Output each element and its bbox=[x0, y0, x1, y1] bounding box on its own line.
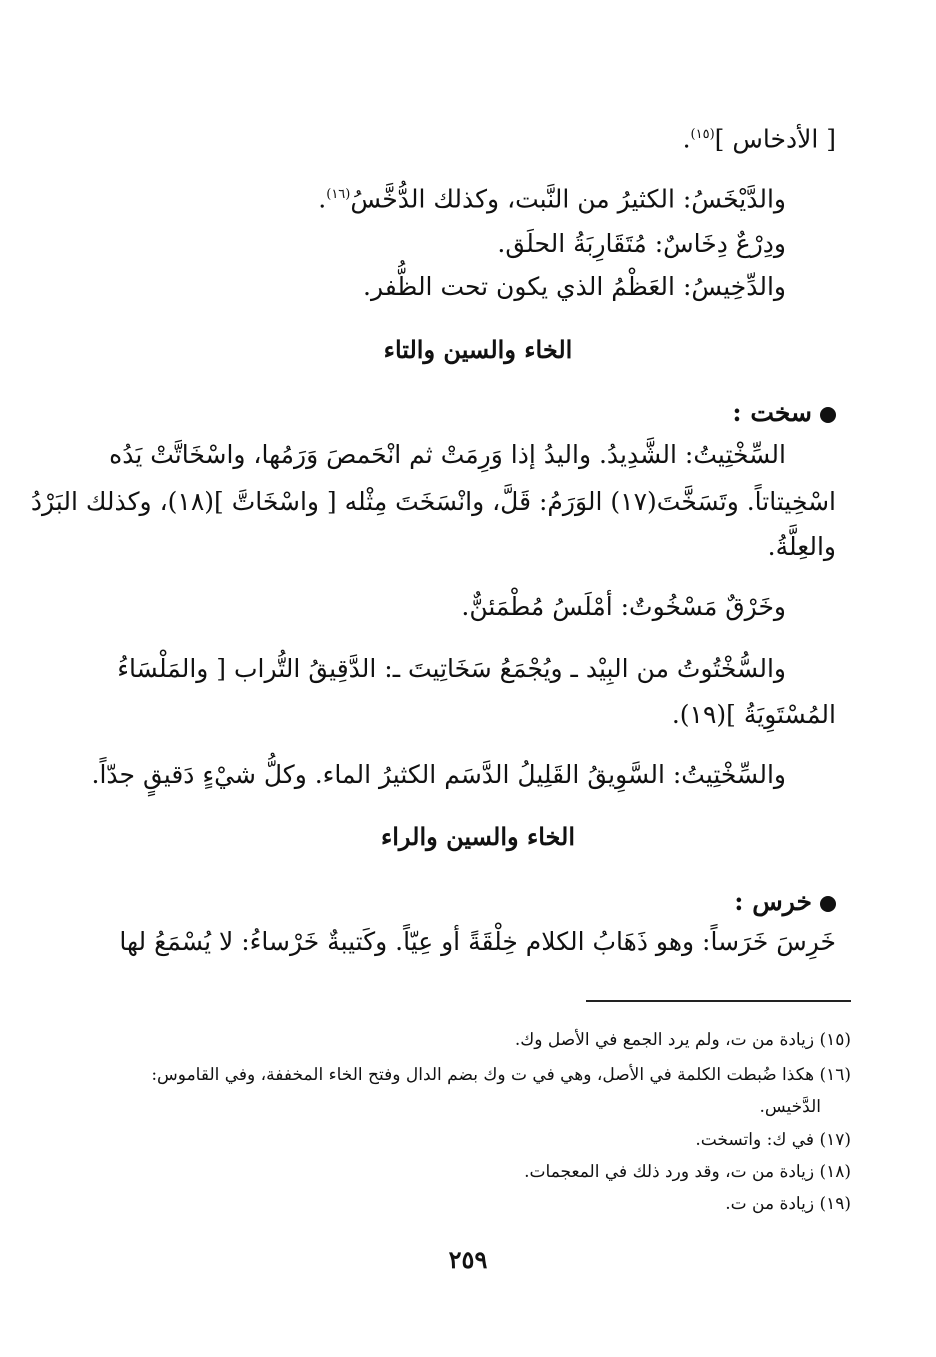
text-line bbox=[120, 227, 786, 261]
footnote-ref: (١٥) bbox=[690, 127, 715, 142]
section-heading: الخاء والسين والراء bbox=[380, 822, 576, 851]
bracket-note-text: [ الأدخاس ] bbox=[714, 124, 836, 154]
footnote-continuation: الدَّخيس. bbox=[759, 1097, 821, 1117]
text-line: المُسْتَوِيَةُ ](١٩). bbox=[671, 700, 836, 729]
text-line: خَرِسَ خَرَساً: وهو ذَهَابُ الكلام خِلْقَةً أو عِيّاً. وكَتيبةٌ خَرْساءُ: لا يُسْمَعُ لها bbox=[119, 927, 836, 956]
footnote: (١٧) في ك: واتسخت. bbox=[695, 1130, 851, 1150]
footnote: (١٥) زيادة من ت، ولم يرد الجمع في الأصل وك. bbox=[514, 1030, 851, 1050]
text-line: وخَرْقٌ مَسْخُوتٌ: أمْلَسُ مُطْمَئنٌّ. bbox=[461, 592, 786, 621]
entry-heading-text: خرس : bbox=[734, 887, 812, 916]
section-heading: الخاء والسين والتاء bbox=[383, 335, 573, 364]
bullet-icon bbox=[820, 407, 836, 423]
line-tail: . bbox=[318, 184, 327, 214]
footnote-ref: (١٦) bbox=[326, 187, 351, 202]
bracket-note: [ الأدخاس ]$^{(١٥)}$. bbox=[682, 124, 836, 154]
entry-heading bbox=[120, 396, 836, 430]
footnote-separator bbox=[586, 1000, 851, 1002]
line-text: ودِرْعٌ دِخَاسٌ: مُتَقَارِبَةُ الحلَق. bbox=[497, 229, 786, 258]
footnote: (١٩) زيادة من ت. bbox=[725, 1194, 851, 1214]
text-line: والسُّخْتُوتُ من البِيْد ـ ويُجْمَعُ سَخَاتِيتَ ـ: الدَّقِيقُ التُّراب [ والمَلْسَاءُ bbox=[117, 654, 786, 683]
text-line: اسْخِيتاتاً. وتَسَخَّتَ(١٧) الوَرَمُ: قَلَّ، وانْسَخَتَ مِثْله [ واسْخَاتَّ ](١٨)، وكذلك البَرْدُ bbox=[30, 487, 836, 516]
text-line: والسِّخْتِيتُ: السَّوِيقُ القَلِيلُ الدَّسَم الكثيرُ الماء. وكلُّ شيْءٍ دَقيقٍ جدّاً. bbox=[91, 760, 786, 789]
bullet-icon bbox=[820, 896, 836, 912]
line-text: والدَّيْخَسُ: الكثيرُ من النَّبت، وكذلك الدُّخَّسُ bbox=[350, 184, 786, 214]
text-line bbox=[120, 178, 786, 216]
entry-heading-text: سخت : bbox=[732, 398, 812, 427]
line-text: والدِّخِيسُ: العَظْمُ الذي يكون تحت الظُّفر. bbox=[363, 272, 786, 301]
footnote: (١٨) زيادة من ت، وقد ورد ذلك في المعجمات. bbox=[524, 1162, 851, 1182]
text-line: السِّخْتِيتُ: الشَّدِيدُ. واليدُ إذا وَرِمَتْ ثم انْحَمصَ وَرَمُها، واسْخَاتَّتْ يَدُه bbox=[109, 440, 786, 469]
text-line: والعِلَّةُ. bbox=[767, 532, 836, 561]
text-line bbox=[120, 270, 786, 304]
entry-heading bbox=[120, 885, 836, 919]
footnote: (١٦) هكذا ضُبطت الكلمة في الأصل، وهي في ت وك بضم الدال وفتح الخاء المخففة، وفي القاموس: bbox=[151, 1065, 851, 1085]
page-number: ٢٥٩ bbox=[448, 1245, 488, 1274]
